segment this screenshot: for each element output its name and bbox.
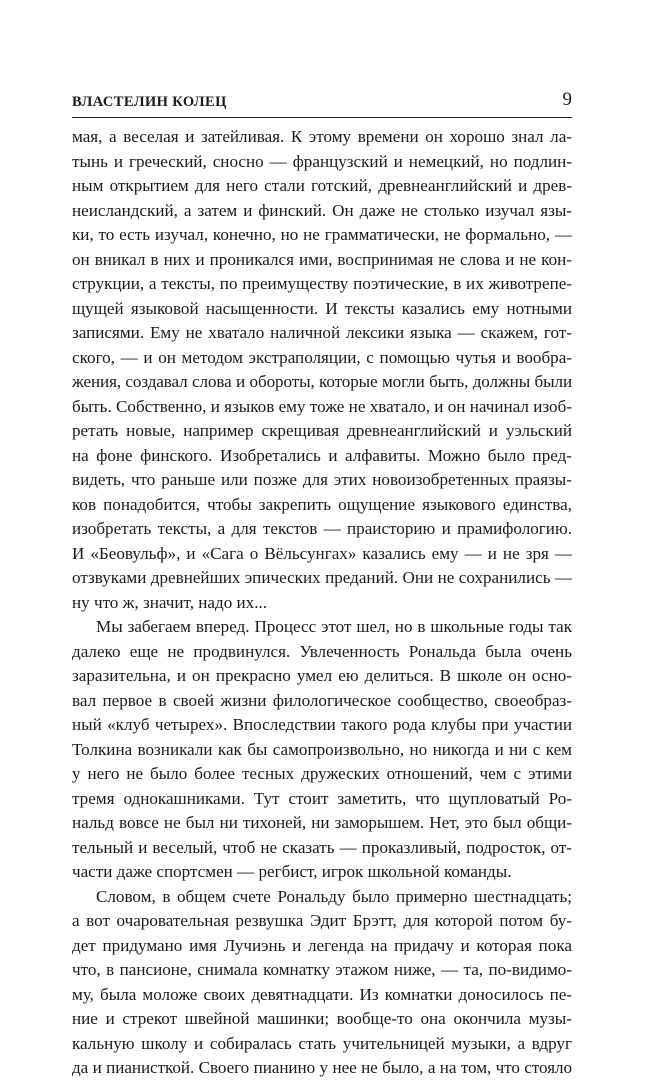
text-line: вал первое в своей жизни филологическое сообщество, своеобраз- [72, 690, 572, 710]
paragraph [72, 615, 572, 885]
text-line: ретать новые, например скрещивая древнеанглийский и уэльский [72, 421, 572, 440]
text-line: далеко еще не продвинулся. Увлеченность Рональда была очень [72, 641, 572, 661]
text-line: кальную школу и собиралась стать учительницей музыки, а вдруг [72, 1033, 572, 1053]
text-line: изобретать тексты, а для текстов — праисторию и прамифологию. [72, 519, 572, 538]
page-number: 9 [562, 89, 572, 110]
text-line: ние и стрекот швейной машинки; вообще-то она окончила музы- [72, 1009, 572, 1028]
text-line: ный «клуб четырех». Впоследствии такого рода клубы при участии [72, 715, 572, 734]
text-line: что, в пансионе, снимала комнатку этажом ниже, — та, по-видимо- [72, 960, 572, 979]
text-line: му, была моложе своих девятнадцати. Из комнатки доносилось пе- [72, 984, 572, 1004]
text-line: Мы забегаем вперед. Процесс этот шел, но в школьные годы так [96, 617, 572, 636]
book-title: ВЛАСТЕЛИН КОЛЕЦ [72, 94, 227, 110]
text-line: тельный и веселый, чтоб не сказать — проказливый, подросток, от- [72, 837, 572, 857]
text-line: видеть, что раньше или позже для этих новоизобретенных праязы- [72, 470, 572, 489]
text-line: дет придумано имя Лучиэнь и легенда на придачу и которая пока [72, 935, 572, 955]
text-line: отзвуками древнейших эпических преданий. Они не сохранились — [72, 568, 572, 587]
paragraph [72, 885, 572, 1081]
text-line: а вот очаровательная резвушка Эдит Брэтт, для которой потом бу- [72, 911, 572, 930]
text-line: ков понадобится, чтобы закрепить ощущение языкового единства, [72, 494, 572, 514]
text-line: Толкина возникали как бы самопроизвольно, но никогда и ни с кем [72, 739, 572, 759]
paragraph [72, 125, 572, 615]
text-line: нальд вовсе не был ни тихоней, ни заморышем. Нет, это был общи- [72, 813, 572, 832]
text-line: на фоне финского. Изобретались и алфавиты. Можно было пред- [72, 445, 572, 465]
page-body [72, 125, 572, 1081]
text-line: заразительна, и он прекрасно умел ею делиться. В школе он осно- [72, 666, 572, 685]
text-line: неисландский, а затем и финский. Он даже не столько изучал язы- [72, 200, 572, 220]
text-line: ным открытием для него стали готский, древнеанглийский и древ- [72, 176, 572, 195]
text-line: у него не было более тесных дружеских отношений, чем с этими [72, 764, 572, 783]
text-line: ского, — и он методом экстраполяции, с помощью чутья и вообра- [72, 347, 572, 367]
text-line: И «Беовульф», и «Сага о Вёльсунгах» казались ему — и не зря — [72, 543, 572, 563]
text-line: да и пианисткой. Своего пианино у нее не было, а на том, что стояло [72, 1058, 572, 1077]
text-line: щущей языковой насыщенности. И тексты казались ему нотными [72, 298, 572, 318]
text-line: части даже спортсмен — регбист, игрок школьной команды. [72, 862, 512, 881]
header-rule [72, 117, 572, 118]
text-line: быть. Собственно, и языков ему тоже не хватало, и он начинал изоб- [72, 396, 572, 416]
text-line: Словом, в общем счете Рональду было примерно шестнадцать; [96, 886, 572, 906]
text-line: записями. Ему не хватало наличной лексики языка — скажем, гот- [72, 323, 572, 342]
text-line: жения, создавал слова и обороты, которые могли быть, должны были [72, 372, 572, 391]
running-header [72, 90, 572, 118]
text-line: тремя однокашниками. Тут стоит заметить, что щупловатый Ро- [72, 788, 572, 808]
text-line: тынь и греческий, сносно — французский и немецкий, но подлин- [72, 151, 572, 171]
text-line: струкции, а тексты, по преимуществу поэтические, в их животрепе- [72, 274, 572, 293]
text-line: ки, то есть изучал, конечно, но не грамматически, не формально, — [72, 225, 572, 244]
text-line: ну что ж, значит, надо их... [72, 592, 268, 612]
text-line: мая, а веселая и затейливая. К этому времени он хорошо знал ла- [72, 127, 572, 146]
text-line: он вникал в них и проникался ими, воспринимая не слова и не кон- [72, 249, 572, 269]
